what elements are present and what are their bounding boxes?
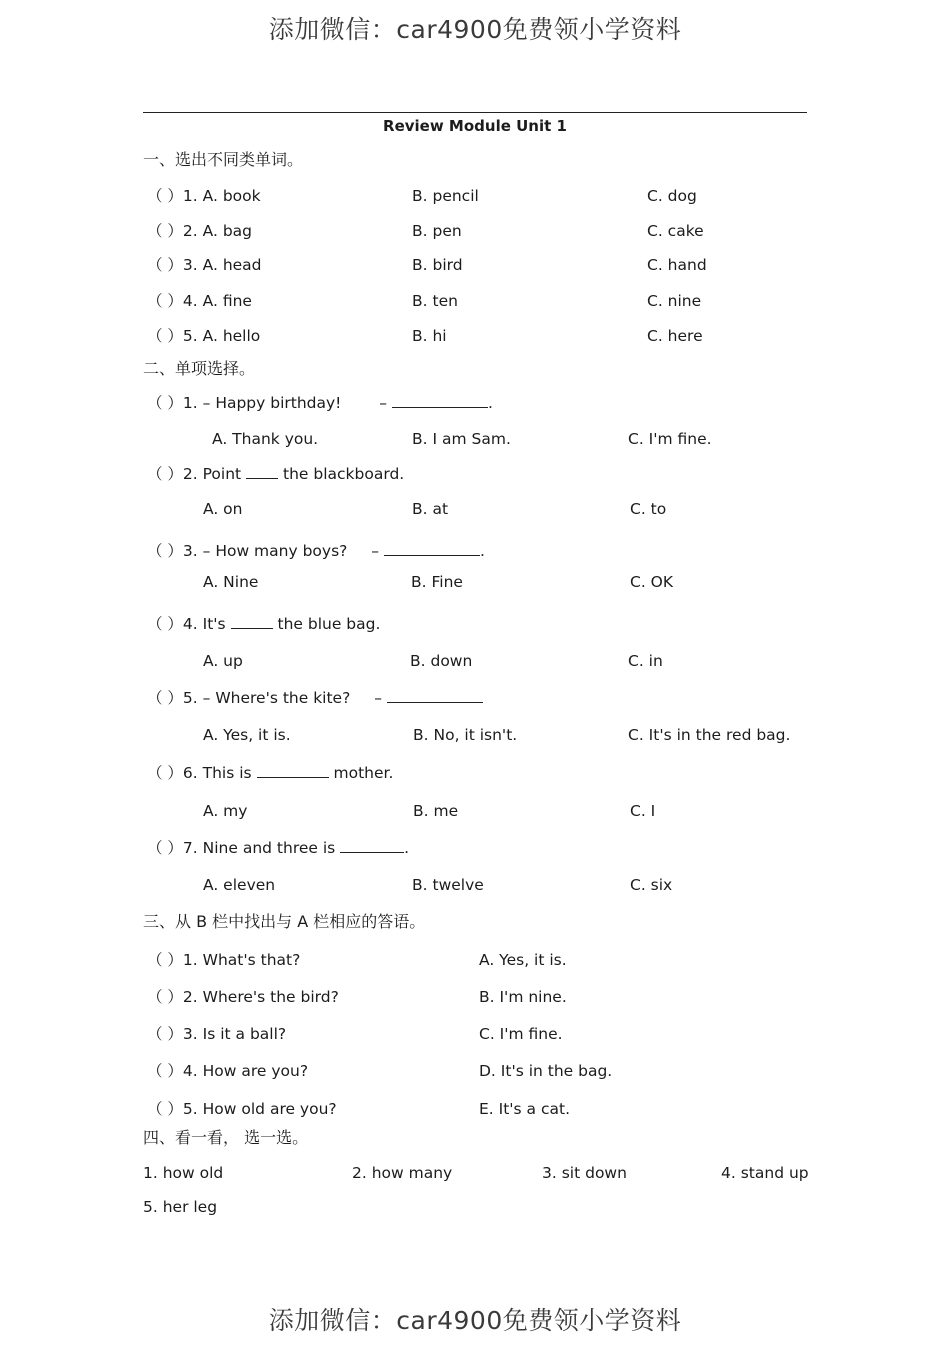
p2-q6-b: B. me [413,802,459,820]
p2-q4-stem: （ ）4. It's [147,615,226,633]
p3-a1: A. Yes, it is. [479,951,567,969]
p2-q4-blank [231,615,273,629]
p3-a2: B. I'm nine. [479,988,567,1006]
p2-q3-a: A. Nine [203,573,259,591]
p2-q4-b: B. down [410,652,473,670]
p1-q1-b: B. pencil [412,187,479,205]
p2-q7-b: B. twelve [412,876,484,894]
p2-q2-a: A. on [203,500,243,518]
p2-q1-blank [392,394,488,408]
page-title: Review Module Unit 1 [383,117,567,135]
p4-item-3: 3. sit down [542,1164,627,1182]
p1-q5-c: C. here [647,327,703,345]
p2-q7-c: C. six [630,876,673,894]
p2-q1-stem: （ ）1. – Happy birthday! [147,394,342,412]
header-rule [143,112,807,113]
p2-q7-a: A. eleven [203,876,276,894]
p2-q4-a: A. up [203,652,243,670]
p3-q2: （ ）2. Where's the bird? [147,988,339,1006]
p3-q3: （ ）3. Is it a ball? [147,1025,287,1043]
p2-q5-blank [387,689,483,703]
p3-q5: （ ）5. How old are you? [147,1100,337,1118]
p3-a5: E. It's a cat. [479,1100,571,1118]
p2-q4-c: C. in [628,652,663,670]
p2-q2-b: B. at [412,500,449,518]
p2-q7-stem: （ ）7. Nine and three is [147,839,336,857]
p4-item-2: 2. how many [352,1164,453,1182]
p2-q5-c: C. It's in the red bag. [628,726,791,744]
p2-q2 [147,464,404,484]
p2-q4-post: the blue bag. [277,615,381,633]
p2-q5 [147,688,483,708]
p2-q4 [147,614,380,634]
p2-q1-end: . [487,394,493,412]
p2-q3-dash: – [371,542,380,560]
p4-item-5: 5. her leg [143,1198,218,1216]
p4-item-4: 4. stand up [721,1164,809,1182]
p2-q2-post: the blackboard. [283,465,405,483]
p2-q5-dash: – [374,689,382,707]
p4-item-1: 1. how old [143,1164,224,1182]
p2-q3-c: C. OK [630,573,674,591]
p1-q3-b: B. bird [412,256,463,274]
p1-q5: （ ）5. A. hello [147,327,261,345]
p1-q5-b: B. hi [412,327,447,345]
p2-q7-end: . [404,839,410,857]
p2-q5-b: B. No, it isn't. [413,726,518,744]
p3-a4: D. It's in the bag. [479,1062,613,1080]
watermark-top: 添加微信：car4900免费领小学资料 [268,15,682,44]
p1-q1-c: C. dog [647,187,697,205]
part2-heading: 二、单项选择。 [143,359,256,378]
p1-q1: （ ）1. A. book [147,187,261,205]
part4-heading: 四、看一看， 选一选。 [143,1128,309,1147]
p3-q4: （ ）4. How are you? [147,1062,309,1080]
p3-a3: C. I'm fine. [479,1025,563,1043]
p2-q6-blank [257,764,329,778]
p2-q1-b: B. I am Sam. [412,430,511,448]
p2-q5-a: A. Yes, it is. [203,726,291,744]
p2-q1 [147,393,493,413]
p2-q7-blank [340,839,404,853]
p2-q1-c: C. I'm fine. [628,430,712,448]
p2-q3-blank [384,542,480,556]
p1-q4: （ ）4. A. fine [147,292,252,310]
p2-q6-stem: （ ）6. This is [147,764,252,782]
p2-q1-a: A. Thank you. [212,430,319,448]
part1-heading: 一、选出不同类单词。 [143,150,304,169]
p1-q3: （ ）3. A. head [147,256,262,274]
p2-q5-stem: （ ）5. – Where's the kite? [147,689,351,707]
part3-heading: 三、从 B 栏中找出与 A 栏相应的答语。 [143,912,426,931]
p2-q2-stem: （ ）2. Point [147,465,242,483]
p2-q3-b: B. Fine [411,573,463,591]
p2-q3 [147,541,485,561]
p2-q1-dash: – [379,394,388,412]
p1-q2: （ ）2. A. bag [147,222,253,240]
p2-q3-stem: （ ）3. – How many boys? [147,542,348,560]
p3-q1: （ ）1. What's that? [147,951,301,969]
p2-q2-c: C. to [630,500,667,518]
p2-q6 [147,763,393,783]
p1-q2-c: C. cake [647,222,704,240]
p2-q3-end: . [479,542,485,560]
p2-q6-c: C. I [630,802,656,820]
p1-q3-c: C. hand [647,256,707,274]
p2-q6-a: A. my [203,802,248,820]
watermark-bottom: 添加微信：car4900免费领小学资料 [268,1306,682,1335]
p1-q4-c: C. nine [647,292,702,310]
p2-q2-blank [246,465,278,479]
p2-q6-post: mother. [333,764,394,782]
p2-q7 [147,838,409,858]
p1-q4-b: B. ten [412,292,458,310]
p1-q2-b: B. pen [412,222,462,240]
